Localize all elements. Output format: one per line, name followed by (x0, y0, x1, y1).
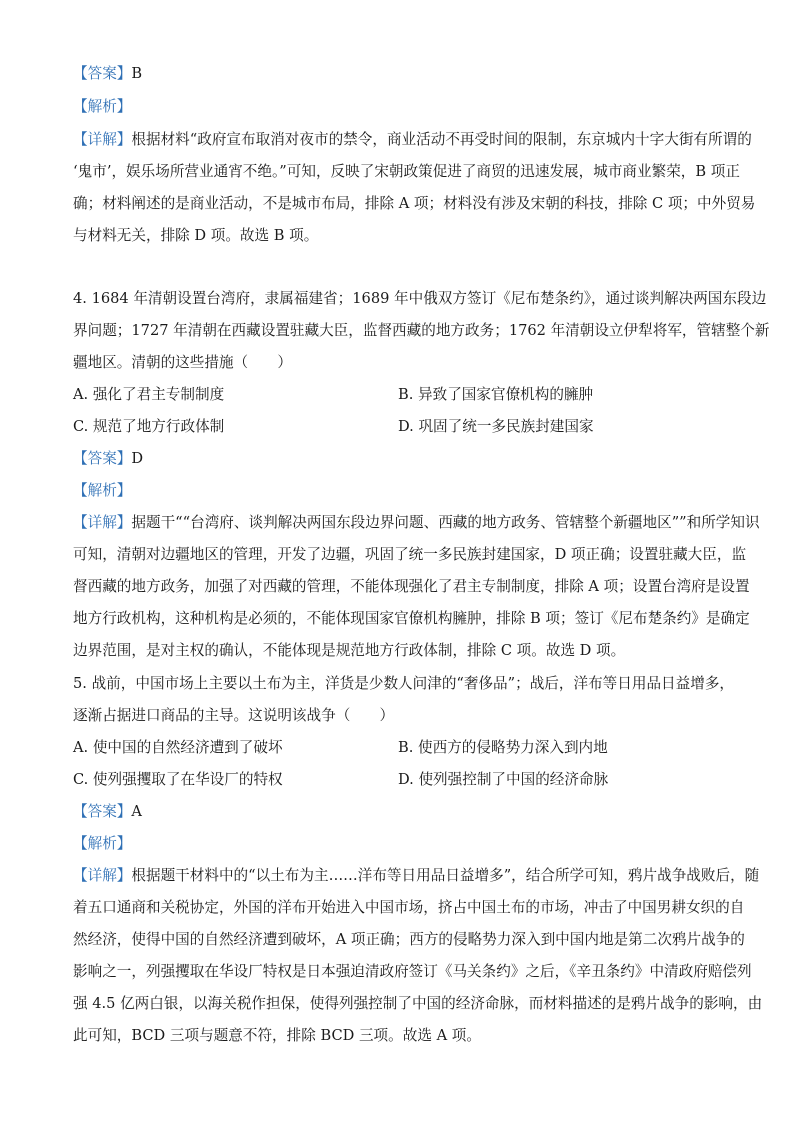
q3-detail-line: ‘鬼市’，娱乐场所营业通宵不绝。”可知，反映了宋朝政策促进了商贸的迅速发展，城市商业繁荣，B 项正 (73, 163, 740, 180)
q4-stem-line: 界问题；1727 年清朝在西藏设置驻藏大臣，监督西藏的地方政务；1762 年清朝设立伊犁将军，管辖整个新 (73, 322, 770, 339)
analysis-tag: 【解析】 (73, 835, 132, 852)
q5-option-a: A. 使中国的自然经济遭到了破坏 (73, 739, 283, 756)
answer-tag: 【答案】 (73, 450, 132, 467)
answer-value: B (131, 65, 143, 82)
q5-detail-line: 强 4.5 亿两白银，以海关税作担保，使得列强控制了中国的经济命脉，而材料描述的是鸦片战争的影响，由 (73, 995, 763, 1012)
answer-value: A (131, 803, 142, 820)
q5-stem-line: 5. 战前，中国市场上主要以土布为主，洋货是少数人问津的“奢侈品”；战后，洋布等日用品日益增多， (73, 675, 735, 692)
q4-analysis (73, 481, 723, 501)
q4-detail-line: 可知，清朝对边疆地区的管理，开发了边疆，巩固了统一多民族封建国家，D 项正确；设置驻藏大臣，监 (73, 546, 747, 563)
detail-tag: 【详解】 (73, 514, 132, 531)
q4-stem-line: 4. 1684 年清朝设置台湾府，隶属福建省；1689 年中俄双方签订《尼布楚条约》，通过谈判解决两国东段边 (73, 290, 767, 307)
q5-detail-line: 然经济，使得中国的自然经济遭到破坏，A 项正确；西方的侵略势力深入到中国内地是第二次鸦片战争的 (73, 931, 745, 948)
q4-option-b: B. 异致了国家官僚机构的臃肿 (398, 386, 594, 403)
q5-answer (73, 802, 723, 822)
q3-detail-line: 与材料无关，排除 D 项。故选 B 项。 (73, 227, 319, 244)
q5-option-c: C. 使列强攫取了在华设厂的特权 (73, 771, 283, 788)
q4-option-a: A. 强化了君主专制制度 (73, 386, 225, 403)
detail-text: 根据题干材料中的“以土布为主……洋布等日用品日益增多”，结合所学可知，鸦片战争战败后，随 (131, 867, 760, 884)
q5-detail-line: 影响之一，列强攫取在华设厂特权是日本强迫清政府签订《马关条约》之后，《辛丑条约》中清政府赔偿列 (73, 963, 752, 980)
q5-detail-line: 此可知，BCD 三项与题意不符，排除 BCD 三项。故选 A 项。 (73, 1027, 481, 1044)
answer-value: D (131, 450, 144, 467)
q5-detail-line: 着五口通商和关税协定，外国的洋布开始进入中国市场，挤占中国土布的市场，冲击了中国男耕女织的自 (73, 899, 745, 916)
q4-stem-line: 疆地区。清朝的这些措施（ ） (73, 354, 292, 371)
q3-detail-line: 确；材料阐述的是商业活动，不是城市布局，排除 A 项；材料没有涉及宋朝的科技，排除 C 项；中外贸易 (73, 195, 756, 212)
q4-detail-line: 地方行政机构，这种机构是必须的，不能体现国家官僚机构臃肿，排除 B 项；签订《尼布楚条约》是确定 (73, 610, 750, 627)
answer-tag: 【答案】 (73, 803, 132, 820)
q4-option-c: C. 规范了地方行政体制 (73, 418, 225, 435)
q5-option-b: B. 使西方的侵略势力深入到内地 (398, 739, 608, 756)
q3-detail-line (73, 130, 752, 150)
detail-text: 据题干““台湾府、谈判解决两国东段边界问题、西藏的地方政务、管辖整个新疆地区””和所学知识 (131, 514, 760, 531)
q4-option-d: D. 巩固了统一多民族封建国家 (398, 418, 594, 435)
q5-detail-line (73, 866, 760, 886)
q3-analysis (73, 97, 723, 117)
q4-answer (73, 449, 723, 469)
detail-tag: 【详解】 (73, 131, 132, 148)
q5-option-d: D. 使列强控制了中国的经济命脉 (398, 771, 609, 788)
q4-detail-line: 边界范围，是对主权的确认，不能体现是规范地方行政体制，排除 C 项。故选 D 项。 (73, 642, 626, 659)
analysis-tag: 【解析】 (73, 482, 132, 499)
answer-tag: 【答案】 (73, 65, 132, 82)
detail-tag: 【详解】 (73, 867, 132, 884)
detail-text: 根据材料“政府宣布取消对夜市的禁令，商业活动不再受时间的限制，东京城内十字大街有所谓的 (131, 131, 752, 148)
q4-detail-line: 督西藏的地方政务，加强了对西藏的管理，不能体现强化了君主专制制度，排除 A 项；设置台湾府是设置 (73, 578, 750, 595)
analysis-tag: 【解析】 (73, 98, 132, 115)
q4-detail-line (73, 513, 760, 533)
q5-stem-line: 逐渐占据进口商品的主导。这说明该战争（ ） (73, 707, 395, 724)
q3-answer (73, 64, 723, 84)
q5-analysis (73, 834, 723, 854)
